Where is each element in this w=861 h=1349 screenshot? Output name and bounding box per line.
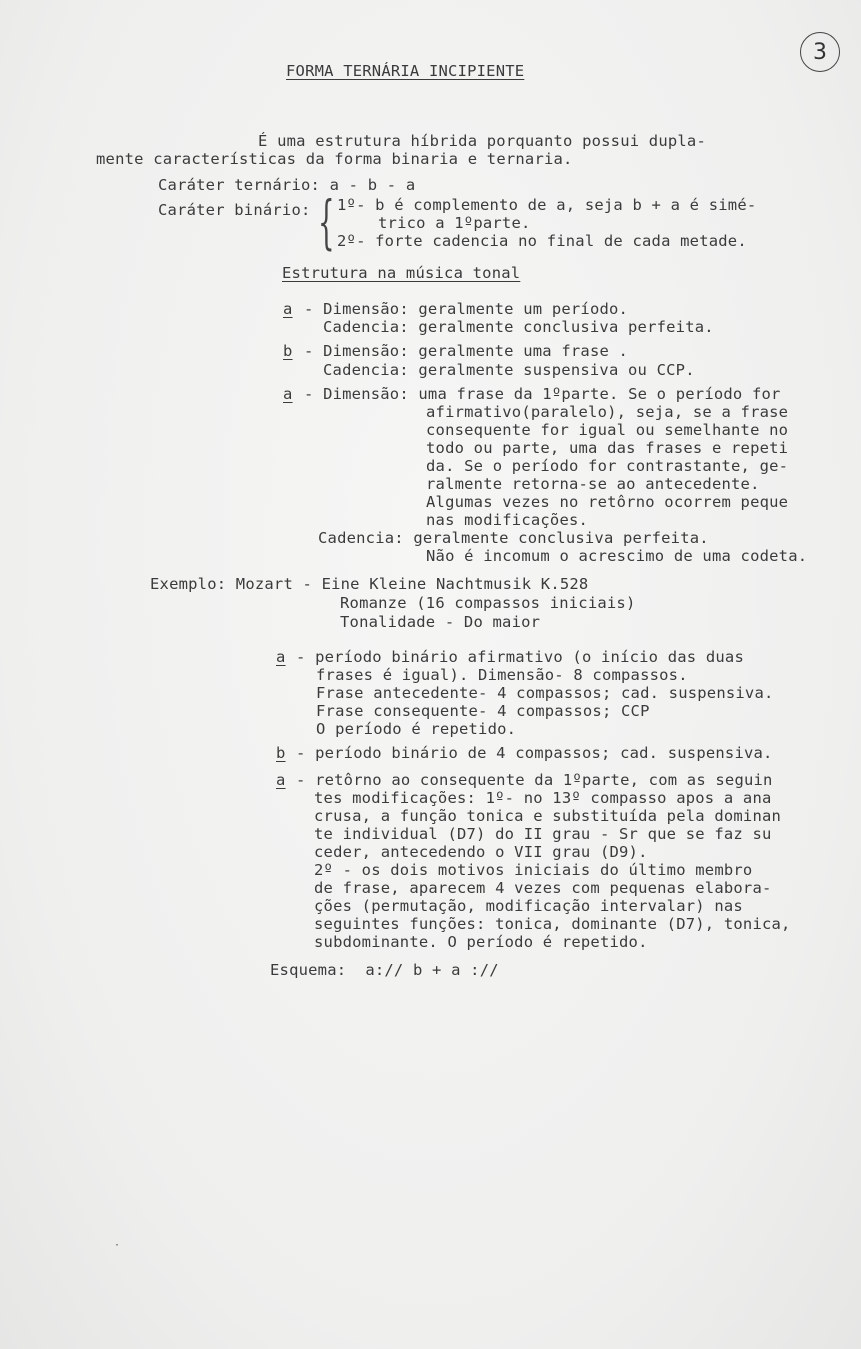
analysis-a1-line: frases é igual). Dimensão- 8 compassos. — [316, 666, 688, 684]
analysis-a2-line: seguintes funções: tonica, dominante (D7), tonica, — [314, 915, 791, 933]
analysis-a1-line: Frase antecedente- 4 compassos; cad. suspensiva. — [316, 684, 774, 702]
section-b-cadencia: Cadencia: geralmente suspensiva ou CCP. — [323, 361, 695, 379]
analysis-a1-line: - período binário afirmativo (o início das duas — [296, 648, 744, 666]
exemplo-line-2: Romanze (16 compassos iniciais) — [340, 594, 636, 612]
analysis-a2-line: - retôrno ao consequente da 1ºparte, com as seguin — [296, 771, 773, 789]
page-number: 3 — [800, 32, 840, 72]
analysis-a2-line: ceder, antecedendo o VII grau (D9). — [314, 843, 648, 861]
section-a2-line: consequente for igual ou semelhante no — [426, 421, 789, 439]
section-a1-letter: a — [283, 300, 293, 318]
section-a2-line: da. Se o período for contrastante, ge- — [426, 457, 789, 475]
section-a2-line: nas modificações. — [426, 511, 589, 529]
analysis-a2-line: tes modificações: 1º- no 13º compasso apos a ana — [314, 789, 772, 807]
intro-line-2: mente características da forma binaria e ternaria. — [96, 150, 573, 168]
section-a1-cadencia: Cadencia: geralmente conclusiva perfeita. — [323, 318, 714, 336]
analysis-a2-line: te individual (D7) do II grau - Sr que se faz su — [314, 825, 772, 843]
exemplo-line-1: Exemplo: Mozart - Eine Kleine Nachtmusik K.528 — [150, 575, 589, 593]
analysis-a1-line: Frase consequente- 4 compassos; CCP — [316, 702, 650, 720]
speck-mark: · — [114, 1240, 121, 1251]
section-a2-cadencia: Cadencia: geralmente conclusiva perfeita. — [318, 529, 709, 547]
analysis-b-line: - período binário de 4 compassos; cad. suspensiva. — [296, 744, 773, 762]
analysis-a2-line: crusa, a função tonica e substituída pela dominan — [314, 807, 782, 825]
section-a2-line: Algumas vezes no retôrno ocorrem peque — [426, 493, 789, 511]
exemplo-line-3: Tonalidade - Do maior — [340, 613, 541, 631]
section-a1-dimensao: - Dimensão: geralmente um período. — [304, 300, 629, 318]
section-a2-line: ralmente retorna-se ao antecedente. — [426, 475, 760, 493]
carater-binario-label: Caráter binário: — [158, 201, 311, 219]
section-a2-dimensao: - Dimensão: uma frase da 1ºparte. Se o período for — [304, 385, 781, 403]
section-b-letter: b — [283, 342, 293, 360]
carater-binario-item1: 1º- b é complemento de a, seja b + a é simé- — [337, 196, 757, 214]
analysis-a2-line: 2º - os dois motivos iniciais do último membro — [314, 861, 753, 879]
section-a2-codeta: Não é incomum o acrescimo de uma codeta. — [426, 547, 808, 565]
brace-icon: { — [318, 188, 335, 256]
analysis-a2-line: subdominante. O período é repetido. — [314, 933, 648, 951]
document-title: FORMA TERNÁRIA INCIPIENTE — [286, 62, 525, 80]
carater-binario-item1-cont: trico a 1ºparte. — [378, 214, 531, 232]
carater-binario-item2: 2º- forte cadencia no final de cada metade. — [337, 232, 747, 250]
analysis-a1-letter: a — [276, 648, 286, 666]
estrutura-heading: Estrutura na música tonal — [282, 264, 521, 282]
section-a2-line: afirmativo(paralelo), seja, se a frase — [426, 403, 789, 421]
analysis-b-letter: b — [276, 744, 286, 762]
section-a2-letter: a — [283, 385, 293, 403]
carater-ternario: Caráter ternário: a - b - a — [158, 176, 416, 194]
analysis-a2-line: ções (permutação, modificação intervalar) nas — [314, 897, 743, 915]
analysis-a2-letter: a — [276, 771, 286, 789]
analysis-a2-line: de frase, aparecem 4 vezes com pequenas elabora- — [314, 879, 772, 897]
section-a2-line: todo ou parte, uma das frases e repeti — [426, 439, 789, 457]
section-b-dimensao: - Dimensão: geralmente uma frase . — [304, 342, 629, 360]
esquema: Esquema: a:// b + a :// — [270, 961, 509, 979]
intro-line-1: É uma estrutura híbrida porquanto possui dupla- — [258, 132, 706, 150]
analysis-a1-line: O período é repetido. — [316, 720, 517, 738]
